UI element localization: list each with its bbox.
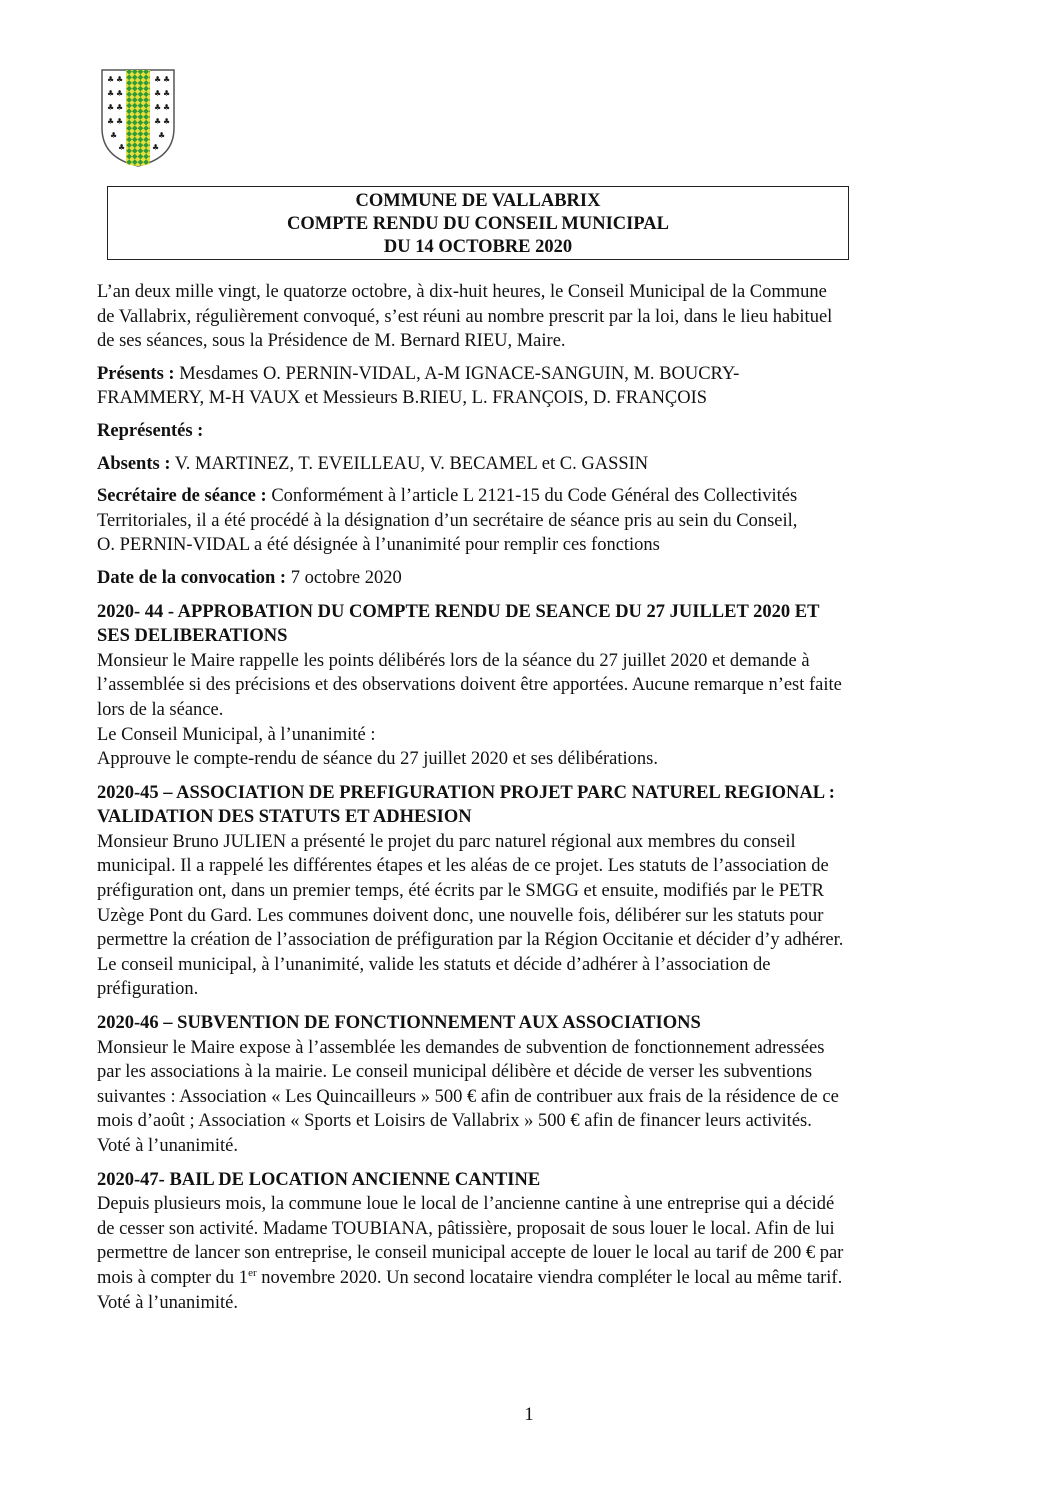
heading-line: 2020-47- BAIL DE LOCATION ANCIENNE CANTINE [97, 1169, 541, 1190]
section-text [97, 830, 977, 1002]
convocation-date: 7 octobre 2020 [286, 567, 402, 588]
document-body [97, 280, 977, 1315]
svg-text:♣: ♣ [163, 117, 171, 126]
svg-text:♣: ♣ [110, 131, 118, 140]
convocation-label: Date de la convocation : [97, 567, 287, 588]
text-line: Voté à l’unanimité. [97, 1136, 238, 1156]
text-line: Depuis plusieurs mois, la commune loue le local de l’ancienne cantine à une entreprise qui a décidé [97, 1194, 835, 1215]
section-heading [97, 1168, 977, 1193]
section-2020-44 [97, 600, 977, 772]
secretaire-label: Secrétaire de séance : [97, 486, 267, 507]
coat-of-arms-icon [98, 66, 178, 168]
document-title-box [107, 186, 849, 260]
presents-text: Mesdames O. PERNIN-VIDAL, A-M IGNACE-SANGUIN, M. BOUCRY- [174, 363, 740, 384]
secretaire-text: Conformément à l’article L 2121-15 du Code Général des Collectivités [266, 486, 798, 507]
title-line-3: DU 14 OCTOBRE 2020 [383, 237, 573, 257]
text-line: Monsieur Bruno JULIEN a présenté le projet du parc naturel régional aux membres du conseil [97, 831, 796, 852]
text-line: lors de la séance. [97, 699, 224, 720]
absents-text: V. MARTINEZ, T. EVEILLEAU, V. BECAMEL et C. GASSIN [170, 453, 649, 474]
absents-paragraph [97, 452, 977, 477]
intro-line: de ses séances, sous la Présidence de M. Bernard RIEU, Maire. [97, 331, 566, 352]
text-line: novembre 2020. Un second locataire viendra compléter le local au même tarif. [256, 1267, 843, 1288]
svg-text:♣: ♣ [118, 143, 126, 152]
svg-text:♣: ♣ [154, 117, 162, 126]
secretaire-text: Territoriales, il a été procédé à la désignation d’un secrétaire de séance pris au sein du Conseil, [97, 510, 798, 531]
title-line-2: COMPTE RENDU DU CONSEIL MUNICIPAL [286, 214, 669, 234]
section-2020-47 [97, 1168, 977, 1316]
presents-paragraph [97, 362, 977, 411]
text-line: de cesser son activité. Madame TOUBIANA, pâtissière, proposait de sous louer le local. Afin de lui [97, 1218, 835, 1239]
heading-line: 2020-45 – ASSOCIATION DE PREFIGURATION PROJET PARC NATUREL REGIONAL : [97, 782, 835, 803]
section-heading [97, 781, 977, 830]
representes-paragraph [97, 419, 977, 444]
svg-text:♣: ♣ [152, 143, 160, 152]
text-line: Voté à l’unanimité. [97, 1292, 238, 1313]
svg-text:♣: ♣ [163, 103, 171, 112]
text-line: Approuve le compte-rendu de séance du 27 juillet 2020 et ses délibérations. [97, 749, 658, 770]
presents-label: Présents : [97, 363, 175, 384]
text-line: Le conseil municipal, à l’unanimité, valide les statuts et décide d’adhérer à l’association de [97, 954, 771, 975]
section-2020-46 [97, 1011, 977, 1159]
section-heading [97, 600, 977, 649]
text-line: mois à compter du 1 [97, 1267, 249, 1288]
svg-text:♣: ♣ [116, 103, 124, 112]
presents-text: FRAMMERY, M-H VAUX et Messieurs B.RIEU, L. FRANÇOIS, D. FRANÇOIS [97, 388, 708, 409]
text-line: permettre de lancer son entreprise, le conseil municipal accepte de louer le local au tarif de 200 € par [97, 1243, 844, 1264]
section-text [97, 1192, 977, 1315]
text-line: municipal. Il a rappelé les différentes étapes et les aléas de ce projet. Les statuts de l’association de [97, 856, 829, 877]
svg-text:♣: ♣ [107, 117, 115, 126]
svg-text:♣: ♣ [116, 117, 124, 126]
text-line: l’assemblée si des précisions et des observations doivent être apportées. Aucune remarque n’est faite [97, 675, 842, 696]
svg-text:♣: ♣ [163, 89, 171, 98]
page-number: 1 [524, 1404, 534, 1425]
title-line-1: COMMUNE DE VALLABRIX [355, 191, 601, 211]
text-line: Le Conseil Municipal, à l’unanimité : [97, 724, 376, 745]
svg-text:♣: ♣ [154, 75, 162, 84]
intro-line: de Vallabrix, régulièrement convoqué, s’est réuni au nombre prescrit par la loi, dans le lieu habituel [97, 306, 833, 327]
svg-text:♣: ♣ [116, 75, 124, 84]
text-line: préfiguration ont, dans un premier temps, été écrits par le SMGG et ensuite, modifiés par le PETR [97, 881, 824, 902]
section-2020-45 [97, 781, 977, 1002]
convocation-paragraph [97, 566, 977, 591]
svg-text:♣: ♣ [107, 89, 115, 98]
intro-paragraph [97, 280, 977, 354]
svg-text:♣: ♣ [107, 103, 115, 112]
representes-label: Représentés : [97, 420, 204, 441]
svg-text:♣: ♣ [163, 75, 171, 84]
heading-line: VALIDATION DES STATUTS ET ADHESION [97, 807, 472, 828]
svg-text:♣: ♣ [158, 131, 166, 140]
section-text [97, 649, 977, 772]
svg-text:♣: ♣ [154, 103, 162, 112]
absents-label: Absents : [97, 453, 171, 474]
section-text [97, 1036, 977, 1159]
superscript: er [248, 1266, 257, 1279]
heading-line: 2020- 44 - APPROBATION DU COMPTE RENDU DE SEANCE DU 27 JUILLET 2020 ET [97, 601, 820, 622]
svg-text:♣: ♣ [107, 75, 115, 84]
text-line: par les associations à la mairie. Le conseil municipal délibère et décide de verser les subventions [97, 1062, 813, 1083]
heading-line: SES DELIBERATIONS [97, 626, 288, 647]
section-heading [97, 1011, 977, 1036]
text-line: mois d’août ; Association « Sports et Loisirs de Vallabrix » 500 € afin de financer leurs activités. [97, 1111, 812, 1132]
text-line: Monsieur le Maire rappelle les points délibérés lors de la séance du 27 juillet 2020 et demande à [97, 650, 810, 671]
intro-line: L’an deux mille vingt, le quatorze octobre, à dix-huit heures, le Conseil Municipal de la Commune [97, 282, 827, 302]
secretaire-text: O. PERNIN-VIDAL a été désignée à l’unanimité pour remplir ces fonctions [97, 535, 660, 556]
text-line: préfiguration. [97, 979, 199, 1000]
heading-line: 2020-46 – SUBVENTION DE FONCTIONNEMENT AUX ASSOCIATIONS [97, 1013, 701, 1034]
svg-text:♣: ♣ [116, 89, 124, 98]
text-line: Monsieur le Maire expose à l’assemblée les demandes de subvention de fonctionnement adressées [97, 1037, 825, 1058]
text-line: Uzège Pont du Gard. Les communes doivent donc, une nouvelle fois, délibérer sur les statuts pour [97, 905, 824, 926]
text-line: permettre la création de l’association de préfiguration par la Région Occitanie et décider d’y adhérer. [97, 930, 844, 951]
secretaire-paragraph [97, 484, 977, 558]
svg-text:♣: ♣ [154, 89, 162, 98]
text-line: suivantes : Association « Les Quincailleurs » 500 € afin de contribuer aux frais de la résidence de ce [97, 1086, 839, 1107]
